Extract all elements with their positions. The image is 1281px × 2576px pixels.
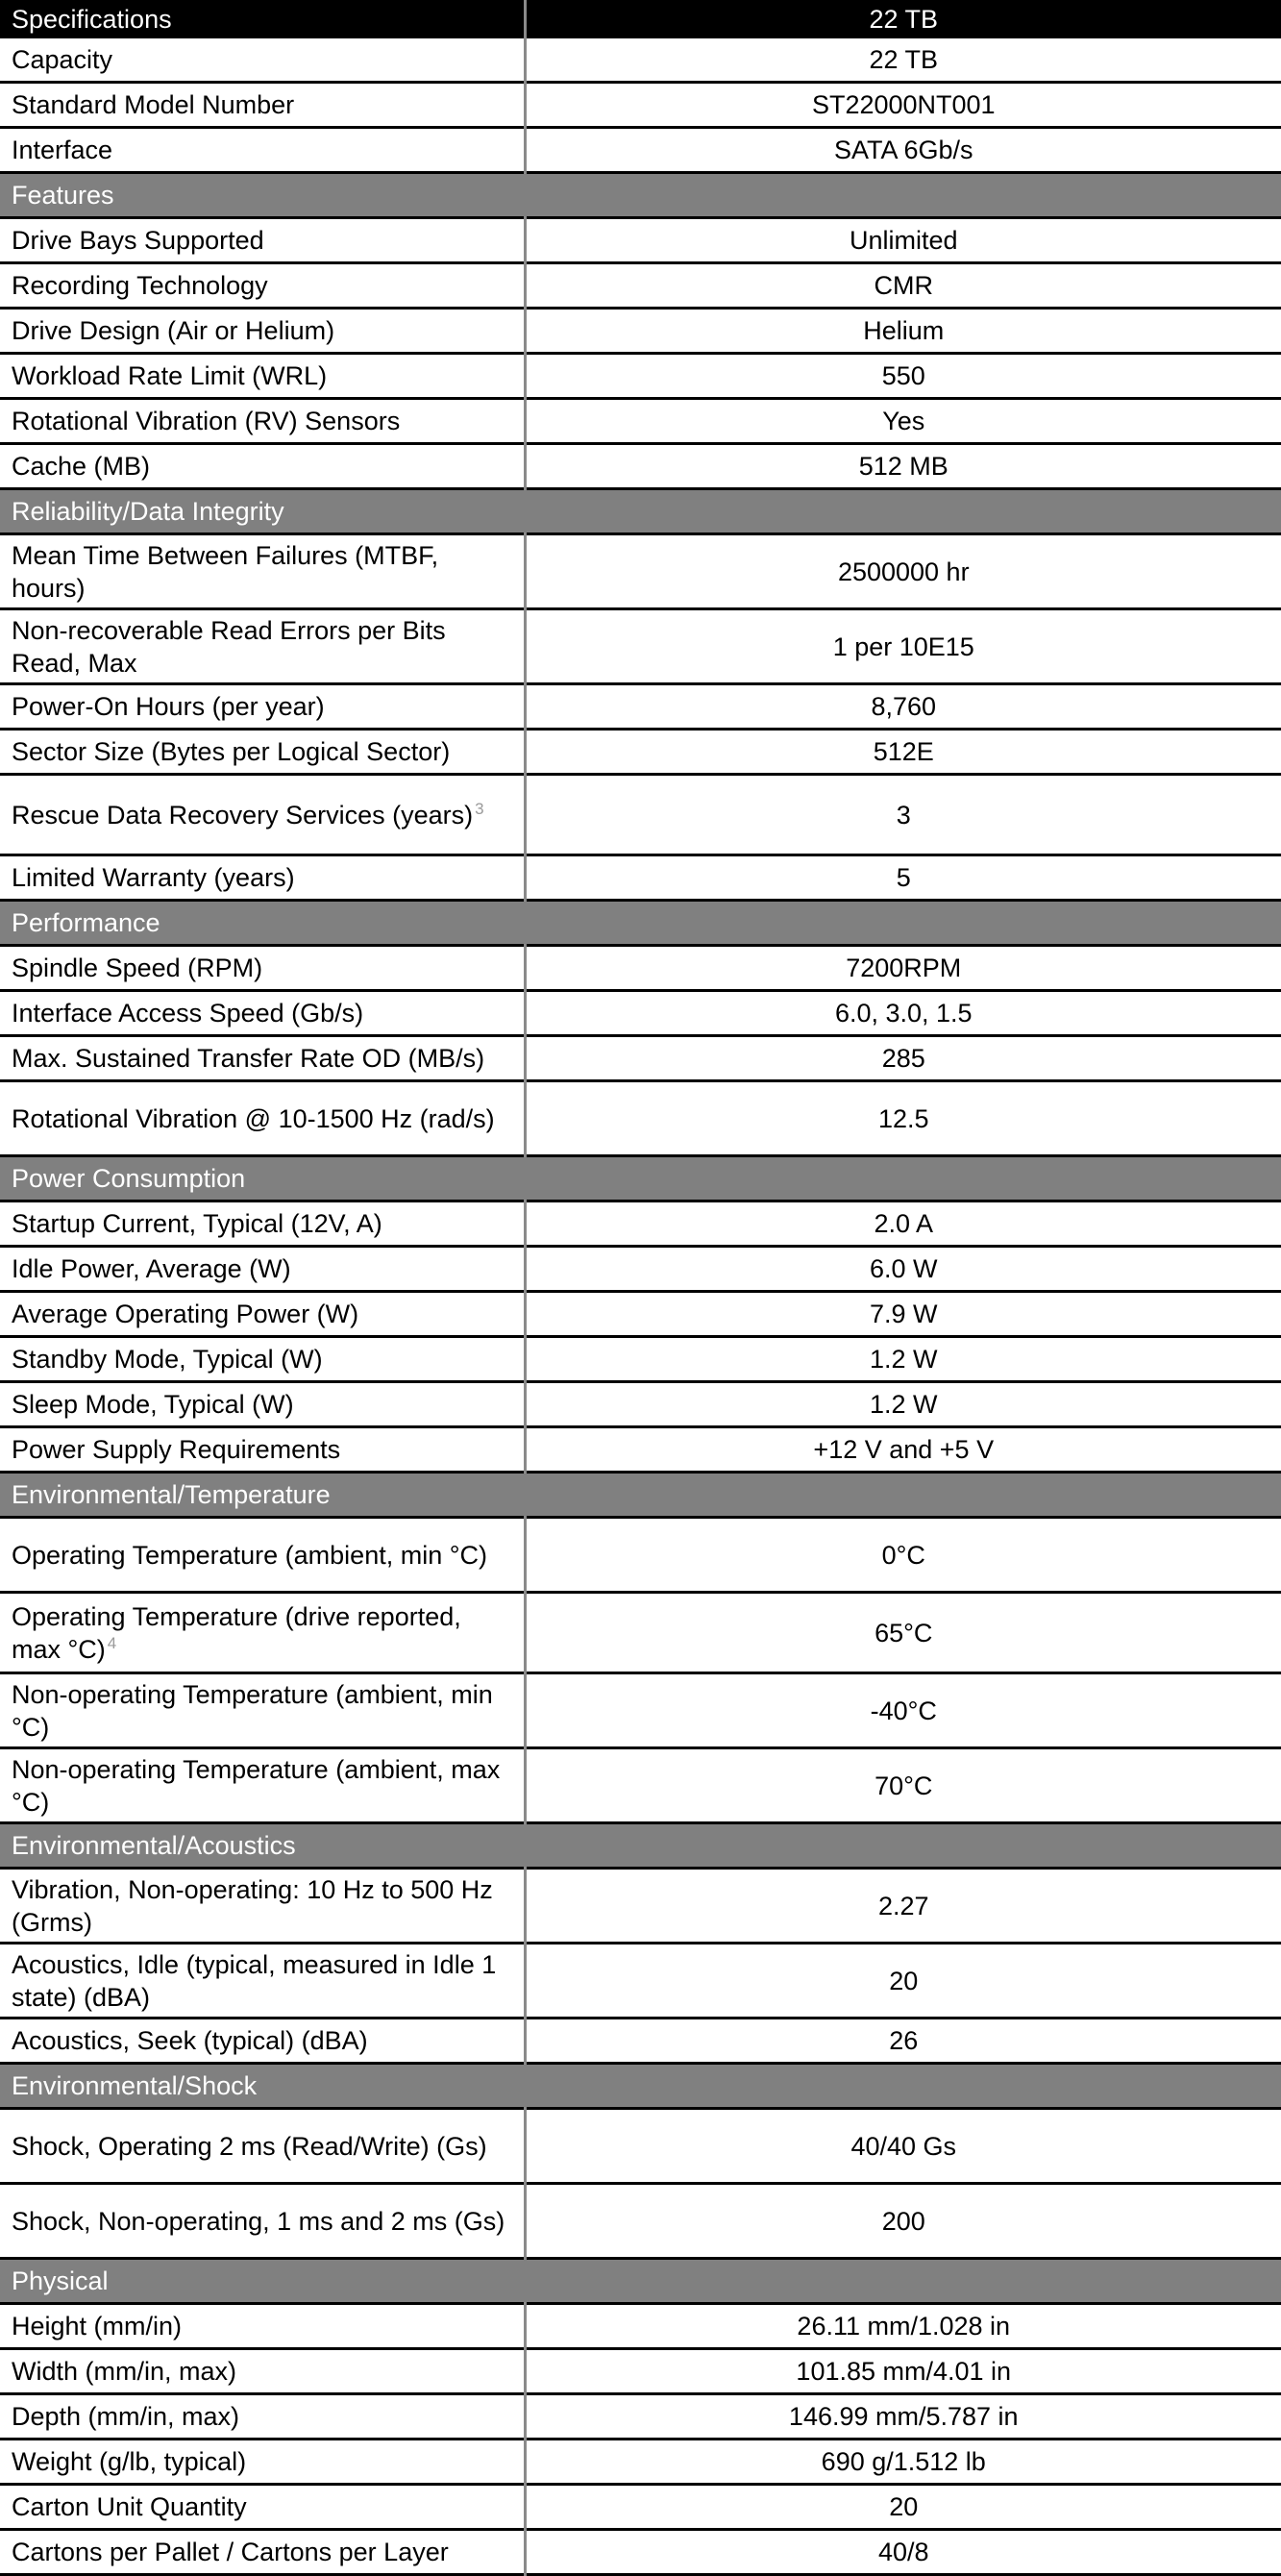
section-title: Environmental/Shock (0, 2064, 1281, 2109)
table-row (0, 1944, 1281, 2019)
table-row (0, 2304, 1281, 2349)
section-header (0, 2259, 1281, 2304)
spec-label-text: Rotational Vibration @ 10-1500 Hz (rad/s) (12, 1103, 495, 1133)
spec-label-text: Standby Mode, Typical (W) (12, 1345, 323, 1374)
spec-label (0, 1869, 525, 1944)
spec-label (0, 609, 525, 684)
section-header (0, 1823, 1281, 1869)
spec-label-text: Workload Rate Limit (WRL) (12, 361, 328, 390)
spec-label (0, 1201, 525, 1247)
table-row (0, 1036, 1281, 1081)
table-row (0, 609, 1281, 684)
spec-value: 40/8 (525, 2530, 1281, 2575)
spec-value: 20 (525, 1944, 1281, 2019)
spec-value: 550 (525, 354, 1281, 399)
spec-label (0, 218, 525, 263)
section-title: Power Consumption (0, 1156, 1281, 1201)
spec-value: 512E (525, 730, 1281, 775)
spec-label-text: Operating Temperature (drive reported, max °C) (12, 1601, 461, 1664)
table-row (0, 354, 1281, 399)
spec-label (0, 263, 525, 309)
section-title: Performance (0, 901, 1281, 946)
spec-label (0, 1337, 525, 1382)
spec-label-text: Height (mm/in) (12, 2312, 183, 2341)
table-row (0, 730, 1281, 775)
table-row (0, 1748, 1281, 1823)
spec-label (0, 2304, 525, 2349)
spec-label (0, 2349, 525, 2394)
table-row (0, 263, 1281, 309)
spec-label-text: Spindle Speed (RPM) (12, 954, 263, 982)
spec-label (0, 444, 525, 489)
spec-label-text: Max. Sustained Transfer Rate OD (MB/s) (12, 1044, 485, 1073)
spec-label-text: Shock, Operating 2 ms (Read/Write) (Gs) (12, 2131, 487, 2161)
table-row (0, 1518, 1281, 1593)
table-row (0, 1673, 1281, 1748)
spec-value: -40°C (525, 1673, 1281, 1748)
table-row (0, 444, 1281, 489)
spec-label (0, 730, 525, 775)
spec-label-text: Drive Design (Air or Helium) (12, 316, 335, 345)
spec-label (0, 2109, 525, 2184)
table-row (0, 1593, 1281, 1673)
spec-label (0, 1382, 525, 1427)
spec-label-text: Carton Unit Quantity (12, 2492, 247, 2521)
spec-value: 5 (525, 855, 1281, 901)
spec-label (0, 2485, 525, 2530)
spec-label-text: Acoustics, Idle (typical, measured in Idle 1 state) (dBA) (12, 1949, 497, 2012)
table-row (0, 2440, 1281, 2485)
table-row (0, 946, 1281, 991)
table-row (0, 399, 1281, 444)
spec-value: SATA 6Gb/s (525, 128, 1281, 173)
table-row (0, 309, 1281, 354)
spec-label-text: Idle Power, Average (W) (12, 1254, 291, 1283)
spec-label (0, 354, 525, 399)
spec-label-text: Average Operating Power (W) (12, 1300, 359, 1328)
header-label: Specifications (0, 2, 525, 37)
section-header (0, 901, 1281, 946)
spec-value: 2.0 A (525, 1201, 1281, 1247)
spec-label (0, 83, 525, 128)
table-row (0, 2394, 1281, 2440)
spec-label-text: Vibration, Non-operating: 10 Hz to 500 Hz (Grms) (12, 1874, 493, 1937)
table-row (0, 1247, 1281, 1292)
spec-value: 6.0 W (525, 1247, 1281, 1292)
spec-value: 512 MB (525, 444, 1281, 489)
spec-label (0, 1518, 525, 1593)
spec-label-text: Limited Warranty (years) (12, 863, 295, 892)
spec-value: 2500000 hr (525, 534, 1281, 609)
table-row (0, 1337, 1281, 1382)
spec-value: ST22000NT001 (525, 83, 1281, 128)
spec-value: Unlimited (525, 218, 1281, 263)
table-row (0, 1201, 1281, 1247)
footnote-marker: 4 (107, 1633, 117, 1652)
spec-label-text: Drive Bays Supported (12, 226, 264, 255)
spec-label (0, 1081, 525, 1156)
table-row (0, 534, 1281, 609)
table-row (0, 1869, 1281, 1944)
spec-label (0, 534, 525, 609)
spec-label (0, 128, 525, 173)
spec-label-text: Sleep Mode, Typical (W) (12, 1390, 294, 1419)
spec-value: 12.5 (525, 1081, 1281, 1156)
spec-label (0, 855, 525, 901)
table-row (0, 684, 1281, 730)
spec-label-text: Power-On Hours (per year) (12, 692, 325, 721)
section-title: Physical (0, 2259, 1281, 2304)
spec-value: 3 (525, 775, 1281, 855)
spec-label (0, 1673, 525, 1748)
section-header (0, 1156, 1281, 1201)
spec-value: 65°C (525, 1593, 1281, 1673)
spec-label (0, 946, 525, 991)
spec-value: CMR (525, 263, 1281, 309)
spec-value: 26 (525, 2019, 1281, 2064)
spec-label-text: Cartons per Pallet / Cartons per Layer (12, 2538, 449, 2566)
spec-value: 70°C (525, 1748, 1281, 1823)
spec-label (0, 2184, 525, 2259)
table-row (0, 1292, 1281, 1337)
table-row (0, 855, 1281, 901)
section-header (0, 1473, 1281, 1518)
spec-label (0, 1036, 525, 1081)
section-title: Features (0, 173, 1281, 218)
spec-label-text: Rotational Vibration (RV) Sensors (12, 407, 401, 435)
spec-value: 6.0, 3.0, 1.5 (525, 991, 1281, 1036)
spec-label-text: Mean Time Between Failures (MTBF, hours) (12, 540, 439, 603)
table-row (0, 991, 1281, 1036)
spec-value: 22 TB (525, 37, 1281, 83)
section-title: Environmental/Temperature (0, 1473, 1281, 1518)
spec-value: 690 g/1.512 lb (525, 2440, 1281, 2485)
spec-label-text: Recording Technology (12, 271, 268, 300)
spec-label (0, 2019, 525, 2064)
spec-label-text: Acoustics, Seek (typical) (dBA) (12, 2026, 368, 2055)
spec-value: 40/40 Gs (525, 2109, 1281, 2184)
spec-label (0, 309, 525, 354)
section-title: Environmental/Acoustics (0, 1823, 1281, 1869)
spec-value: Yes (525, 399, 1281, 444)
table-row (0, 1427, 1281, 1473)
header-capacity: 22 TB (525, 2, 1281, 37)
table-row (0, 218, 1281, 263)
spec-value: 0°C (525, 1518, 1281, 1593)
spec-value: 146.99 mm/5.787 in (525, 2394, 1281, 2440)
spec-label-text: Non-operating Temperature (ambient, max °C) (12, 1754, 501, 1817)
table-row (0, 2184, 1281, 2259)
spec-label-text: Width (mm/in, max) (12, 2357, 237, 2386)
spec-value: 7200RPM (525, 946, 1281, 991)
spec-label-text: Non-recoverable Read Errors per Bits Read, Max (12, 615, 446, 678)
spec-label (0, 2394, 525, 2440)
spec-value: 1.2 W (525, 1382, 1281, 1427)
spec-value: Helium (525, 309, 1281, 354)
spec-label (0, 1944, 525, 2019)
table-row (0, 37, 1281, 83)
spec-value: 101.85 mm/4.01 in (525, 2349, 1281, 2394)
spec-value: +12 V and +5 V (525, 1427, 1281, 1473)
spec-label-text: Interface (12, 136, 113, 164)
spec-label (0, 1247, 525, 1292)
spec-value: 200 (525, 2184, 1281, 2259)
spec-value: 2.27 (525, 1869, 1281, 1944)
spec-label (0, 775, 525, 855)
spec-label-text: Capacity (12, 45, 113, 74)
section-header (0, 2064, 1281, 2109)
spec-value: 20 (525, 2485, 1281, 2530)
spec-label-text: Startup Current, Typical (12V, A) (12, 1209, 382, 1238)
table-row (0, 2530, 1281, 2575)
table-row (0, 1382, 1281, 1427)
spec-value: 285 (525, 1036, 1281, 1081)
spec-label (0, 1427, 525, 1473)
spec-label (0, 991, 525, 1036)
section-title: Reliability/Data Integrity (0, 489, 1281, 534)
spec-label (0, 2440, 525, 2485)
spec-label-text: Depth (mm/in, max) (12, 2402, 240, 2431)
footnote-marker: 3 (475, 799, 484, 818)
spec-value: 1.2 W (525, 1337, 1281, 1382)
spec-label-text: Standard Model Number (12, 90, 295, 119)
spec-label-text: Weight (g/lb, typical) (12, 2447, 247, 2476)
spec-label (0, 399, 525, 444)
section-header (0, 173, 1281, 218)
table-row (0, 775, 1281, 855)
spec-label (0, 1292, 525, 1337)
table-row (0, 1081, 1281, 1156)
section-header (0, 489, 1281, 534)
spec-label (0, 684, 525, 730)
table-row (0, 2109, 1281, 2184)
spec-value: 1 per 10E15 (525, 609, 1281, 684)
spec-label-text: Power Supply Requirements (12, 1435, 341, 1464)
spec-label-text: Shock, Non-operating, 1 ms and 2 ms (Gs) (12, 2206, 505, 2236)
spec-value: 26.11 mm/1.028 in (525, 2304, 1281, 2349)
spec-label (0, 2530, 525, 2575)
table-row (0, 2019, 1281, 2064)
table-row (0, 2485, 1281, 2530)
spec-label (0, 1748, 525, 1823)
spec-label-text: Cache (MB) (12, 452, 151, 481)
table-header-row (0, 2, 1281, 37)
spec-label-text: Operating Temperature (ambient, min °C) (12, 1540, 488, 1570)
spec-label-text: Rescue Data Recovery Services (years) (12, 800, 474, 830)
spec-label-text: Sector Size (Bytes per Logical Sector) (12, 737, 451, 766)
spec-label (0, 37, 525, 83)
spec-label-text: Interface Access Speed (Gb/s) (12, 999, 364, 1028)
spec-label (0, 1593, 525, 1673)
spec-value: 8,760 (525, 684, 1281, 730)
table-row (0, 128, 1281, 173)
spec-label-text: Non-operating Temperature (ambient, min °C) (12, 1679, 493, 1742)
table-row (0, 83, 1281, 128)
table-row (0, 2349, 1281, 2394)
spec-value: 7.9 W (525, 1292, 1281, 1337)
